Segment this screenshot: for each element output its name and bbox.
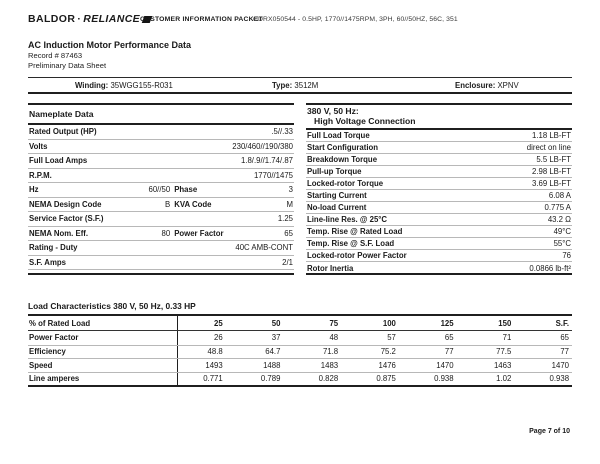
table-row xyxy=(306,262,572,274)
row-value: 5.5 LB-FT xyxy=(536,155,571,165)
cell-value: 0.875 xyxy=(376,374,396,384)
hv-heading-line2: High Voltage Connection xyxy=(314,115,416,126)
row-label: Volts xyxy=(29,141,48,151)
row-label: Locked-rotor Torque xyxy=(307,179,384,189)
row-value: 60//50 xyxy=(148,185,171,195)
row-label: S.F. Amps xyxy=(29,257,66,267)
table-row xyxy=(28,241,294,256)
page-title: AC Induction Motor Performance Data xyxy=(28,40,192,50)
row-label: Rotor Inertia xyxy=(307,263,354,273)
row-label: Temp. Rise @ S.F. Load xyxy=(307,239,395,249)
cell-value: 1470 xyxy=(551,360,570,370)
table-row xyxy=(28,212,294,227)
brand-logo xyxy=(28,13,151,25)
row-value: 3 xyxy=(288,185,293,195)
table-row xyxy=(306,202,572,214)
row-value: 230/460//190/380 xyxy=(232,141,293,151)
row-pair xyxy=(174,200,293,209)
logo-separator: · xyxy=(77,13,82,25)
cell-value: 0.771 xyxy=(203,374,223,384)
table-row xyxy=(28,358,572,372)
table-row xyxy=(306,190,572,202)
table-row xyxy=(28,140,294,155)
row-value: 2.98 LB-FT xyxy=(532,167,571,177)
nameplate-heading: Nameplate Data xyxy=(28,105,294,125)
cell-value: 1463 xyxy=(493,360,512,370)
row-label: Starting Current xyxy=(307,191,367,201)
row-label: Power Factor xyxy=(28,331,178,345)
cell-value: 0.828 xyxy=(318,374,339,384)
row-pair xyxy=(174,229,293,238)
hv-heading xyxy=(306,105,572,130)
winding-value: 35WGG155-R031 xyxy=(110,81,173,90)
row-pair xyxy=(29,200,174,209)
row-label: Efficiency xyxy=(28,346,178,359)
cell-value: 1.02 xyxy=(496,374,512,384)
nameplate-table xyxy=(28,103,294,275)
table-row xyxy=(28,331,572,345)
cell-value: 65 xyxy=(444,333,454,343)
column-header: S.F. xyxy=(555,318,570,328)
winding-bar xyxy=(28,77,572,94)
row-value: 1.8/.9//1.74/.87 xyxy=(240,156,293,166)
winding-label: Winding: xyxy=(75,81,109,90)
table-row xyxy=(306,238,572,250)
row-label: Rating - Duty xyxy=(29,243,78,253)
table-row xyxy=(306,154,572,166)
hv-heading-line1: 380 V, 50 Hz: xyxy=(307,106,359,116)
row-label: Pull-up Torque xyxy=(307,167,362,177)
cell-value: 1493 xyxy=(205,360,223,370)
table-row xyxy=(28,169,294,184)
enclosure-field xyxy=(455,81,519,90)
table-row xyxy=(306,178,572,190)
enclosure-label: Enclosure: xyxy=(455,81,496,90)
hv-rows xyxy=(306,130,572,274)
cell-value: 64.7 xyxy=(265,347,281,357)
enclosure-value: XPNV xyxy=(497,81,519,90)
cell-value: 1476 xyxy=(378,360,396,370)
cell-value: 77 xyxy=(444,347,454,357)
catalog-description: CDRX050544 - 0.5HP, 1770//1475RPM, 3PH, 60//50HZ, 56C, 351 xyxy=(253,16,458,23)
row-value: M xyxy=(286,199,293,209)
row-value: 0.775 A xyxy=(544,203,571,213)
row-value: 76 xyxy=(562,251,571,261)
row-label: Locked-rotor Power Factor xyxy=(307,251,407,261)
row-value: 80 xyxy=(161,228,171,238)
table-row xyxy=(28,345,572,359)
column-header: 75 xyxy=(329,318,339,328)
spec-columns xyxy=(28,103,572,275)
cell-value: 65 xyxy=(560,333,570,343)
table-row xyxy=(28,227,294,242)
table-row xyxy=(28,154,294,169)
column-header: 100 xyxy=(382,318,396,328)
subtitle: Preliminary Data Sheet xyxy=(28,61,107,70)
table-row xyxy=(306,226,572,238)
type-label: Type: xyxy=(272,81,293,90)
row-label: Full Load Torque xyxy=(307,131,370,141)
table-row xyxy=(28,198,294,213)
cell-value: 48 xyxy=(329,333,339,343)
load-header-row xyxy=(28,316,572,331)
column-header: 125 xyxy=(440,318,454,328)
table-row xyxy=(28,183,294,198)
row-label: R.P.M. xyxy=(29,170,52,180)
cell-value: 1483 xyxy=(320,360,339,370)
row-label: No-load Current xyxy=(307,203,367,213)
table-row xyxy=(306,250,572,262)
table-row xyxy=(28,125,294,140)
row-label: Rated Output (HP) xyxy=(29,127,97,137)
cell-value: 71 xyxy=(502,333,512,343)
cell-value: 77.5 xyxy=(496,347,512,357)
cell-value: 26 xyxy=(214,333,223,343)
column-header: 25 xyxy=(214,318,223,328)
cell-value: 37 xyxy=(271,333,281,343)
table-row xyxy=(306,130,572,142)
column-header: 150 xyxy=(498,318,512,328)
row-label: Start Configuration xyxy=(307,143,379,153)
row-label: NEMA Nom. Eff. xyxy=(29,228,89,238)
row-label: Service Factor (S.F.) xyxy=(29,214,104,224)
table-row xyxy=(306,166,572,178)
row-label: Power Factor xyxy=(174,228,224,238)
row-value: 55°C xyxy=(553,239,571,249)
load-characteristics-title: Load Characteristics 380 V, 50 Hz, 0.33 HP xyxy=(28,301,196,311)
cell-value: 71.8 xyxy=(322,347,339,357)
row-pair xyxy=(29,229,174,238)
row-label: Hz xyxy=(29,185,39,195)
row-value: 2/1 xyxy=(282,257,293,267)
column-header: % of Rated Load xyxy=(28,316,178,330)
row-label: NEMA Design Code xyxy=(29,199,102,209)
winding-field xyxy=(75,81,173,90)
cell-value: 48.8 xyxy=(207,347,223,357)
row-label: Full Load Amps xyxy=(29,156,88,166)
cell-value: 1488 xyxy=(263,360,281,370)
page-number: Page 7 of 10 xyxy=(529,428,570,435)
row-value: 49°C xyxy=(553,227,571,237)
table-row xyxy=(28,256,294,271)
row-label: KVA Code xyxy=(174,199,212,209)
table-row xyxy=(306,214,572,226)
cell-value: 0.938 xyxy=(434,374,454,384)
row-label: Temp. Rise @ Rated Load xyxy=(307,227,403,237)
cell-value: 77 xyxy=(560,347,570,357)
table-row xyxy=(306,142,572,154)
column-header: 50 xyxy=(271,318,281,328)
load-characteristics-table xyxy=(28,314,572,387)
row-pair xyxy=(29,185,174,194)
row-value: 65 xyxy=(284,228,293,238)
cell-value: 1470 xyxy=(436,360,454,370)
row-value: 1.18 LB-FT xyxy=(532,131,571,141)
type-value: 3512M xyxy=(294,81,319,90)
table-row xyxy=(28,372,572,386)
cell-value: 0.789 xyxy=(260,374,281,384)
row-label: Line-line Res. @ 25°C xyxy=(307,215,388,225)
row-value: 43.2 Ω xyxy=(547,215,571,225)
row-label: Speed xyxy=(28,359,178,372)
row-label: Breakdown Torque xyxy=(307,155,378,165)
logo-reliance-text: RELIANCE xyxy=(83,13,141,25)
row-value: 1770//1475 xyxy=(253,170,293,180)
type-field xyxy=(272,81,318,90)
cell-value: 0.938 xyxy=(549,374,570,384)
row-label: Phase xyxy=(174,185,198,195)
row-pair xyxy=(174,185,293,194)
logo-baldor-text: BALDOR xyxy=(28,13,76,25)
row-value: .5//.33 xyxy=(271,127,293,137)
row-value: 1.25 xyxy=(277,214,293,224)
row-value: 40C AMB-CONT xyxy=(235,243,293,253)
row-label: Line amperes xyxy=(28,373,178,386)
hv-connection-table xyxy=(306,103,572,275)
row-value: direct on line xyxy=(526,143,571,153)
packet-label: CUSTOMER INFORMATION PACKET xyxy=(140,16,263,23)
cell-value: 57 xyxy=(387,333,396,343)
title-block xyxy=(28,40,191,71)
cell-value: 75.2 xyxy=(380,347,396,357)
row-value: 0.0866 lb-ft² xyxy=(529,263,571,273)
row-value: B xyxy=(164,199,171,209)
nameplate-rows xyxy=(28,125,294,270)
row-value: 3.69 LB-FT xyxy=(532,179,571,189)
record-number: Record # 87463 xyxy=(28,51,83,60)
row-value: 6.08 A xyxy=(548,191,571,201)
